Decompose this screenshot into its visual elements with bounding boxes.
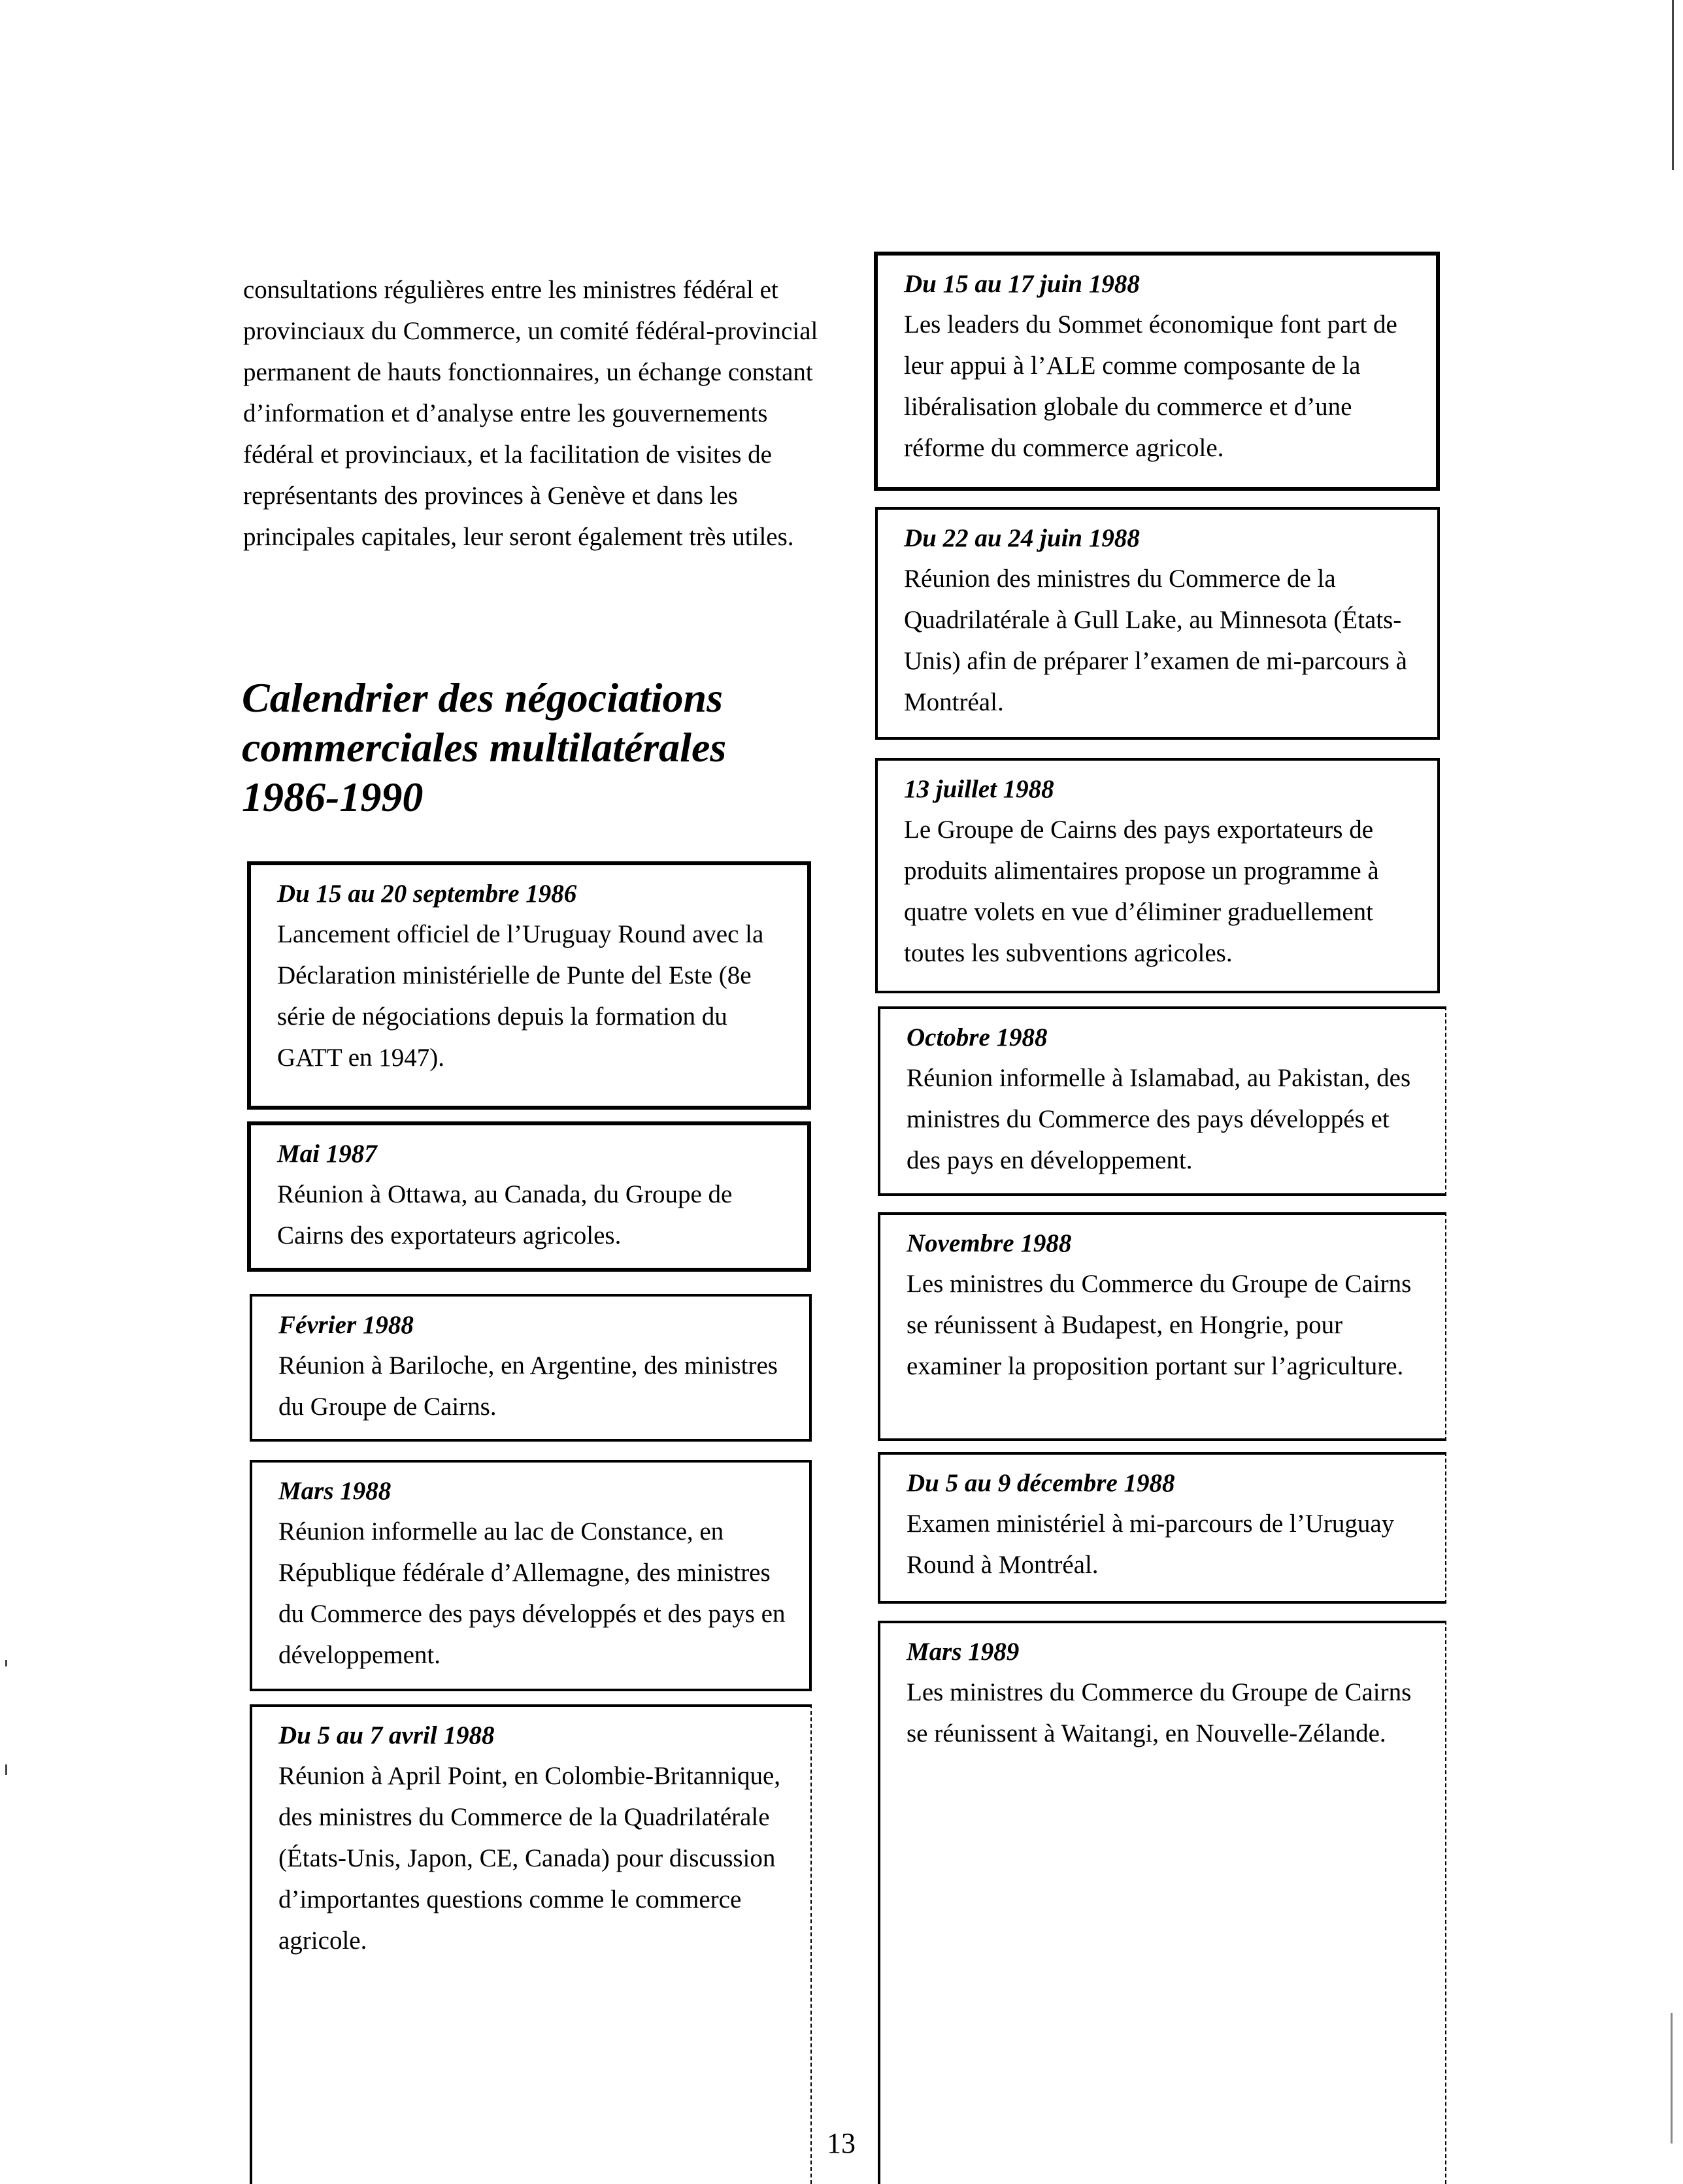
event-text: Réunion à Ottawa, au Canada, du Groupe de Cairns des exportateurs agricoles.	[277, 1180, 733, 1249]
event-box	[250, 1294, 812, 1442]
scan-edge-mark	[5, 1764, 7, 1775]
event-date: Du 22 au 24 juin 1988	[904, 524, 1140, 552]
event-text: Réunion informelle au lac de Constance, en République fédérale d’Allemagne, des ministres du Commerce des pays développés et des pays en développement.	[278, 1517, 786, 1669]
event-box	[250, 1460, 812, 1691]
section-title-line-2: commerciales multilatérales	[242, 724, 727, 770]
event-date: Du 15 au 17 juin 1988	[904, 270, 1140, 298]
event-text: Lancement officiel de l’Uruguay Round avec la Déclaration ministérielle de Punte del Este (8e série de négociations depuis la formation du GATT en 1947).	[277, 920, 764, 1072]
event-date: Du 15 au 20 septembre 1986	[277, 880, 577, 908]
event-box	[247, 861, 811, 1110]
event-text: Les ministres du Commerce du Groupe de Cairns se réunissent à Waitangi, en Nouvelle-Zélande.	[907, 1678, 1412, 1747]
section-title	[242, 673, 804, 822]
event-date: Mars 1988	[278, 1477, 392, 1505]
event-date: Février 1988	[278, 1311, 414, 1339]
event-box	[874, 252, 1440, 491]
event-date: 13 juillet 1988	[904, 775, 1054, 803]
event-date: Mars 1989	[907, 1638, 1020, 1666]
event-box	[878, 1006, 1446, 1196]
event-box	[875, 758, 1440, 993]
event-box	[878, 1212, 1446, 1441]
event-date: Mai 1987	[277, 1140, 377, 1168]
section-title-line-1: Calendrier des négociations	[242, 674, 724, 721]
event-box	[878, 1621, 1446, 2184]
event-text: Examen ministériel à mi-parcours de l’Uruguay Round à Montréal.	[907, 1510, 1395, 1579]
event-text: Le Groupe de Cairns des pays exportateurs de produits alimentaires propose un programme à quatre volets en vue d’éliminer graduellement toutes les subventions agricoles.	[904, 816, 1379, 967]
scan-edge-mark	[1672, 0, 1674, 170]
event-text: Les leaders du Sommet économique font part de leur appui à l’ALE comme composante de la libéralisation globale du commerce et d’une réforme du commerce agricole.	[904, 310, 1397, 462]
event-text: Réunion à Bariloche, en Argentine, des ministres du Groupe de Cairns.	[278, 1351, 778, 1421]
intro-paragraph: consultations régulières entre les ministres fédéral et provinciaux du Commerce, un comité fédéral-provincial permanent de hauts fonctionnaires, un échange constant d’information et d’analyse entre les gouvernements fédéral et provinciaux, et la facilitation de visites de représentants des provinces à Genève et dans les principales capitales, leur seront également très utiles.	[243, 276, 818, 551]
event-date: Du 5 au 9 décembre 1988	[907, 1469, 1175, 1497]
event-text: Réunion des ministres du Commerce de la Quadrilatérale à Gull Lake, au Minnesota (États-Unis) afin de préparer l’examen de mi-parcours à Montréal.	[904, 565, 1407, 716]
event-date: Octobre 1988	[907, 1023, 1048, 1051]
event-text: Les ministres du Commerce du Groupe de Cairns se réunissent à Budapest, en Hongrie, pour examiner la proposition portant sur l’agriculture.	[907, 1270, 1412, 1380]
event-box	[247, 1121, 811, 1272]
event-date: Du 5 au 7 avril 1988	[278, 1721, 495, 1749]
event-box	[878, 1452, 1446, 1604]
event-text: Réunion à April Point, en Colombie-Britannique, des ministres du Commerce de la Quadrilatérale (États-Unis, Japon, CE, Canada) pour discussion d’importantes questions comme le commerce agricole.	[278, 1762, 781, 1955]
event-date: Novembre 1988	[907, 1229, 1072, 1257]
scan-edge-mark	[5, 1660, 7, 1666]
event-text: Réunion informelle à Islamabad, au Pakistan, des ministres du Commerce des pays développés et des pays en développement.	[907, 1064, 1411, 1174]
scan-edge-mark	[1671, 2013, 1673, 2143]
event-box	[875, 507, 1440, 740]
event-box	[250, 1704, 812, 2184]
page-number: 13	[827, 2127, 856, 2159]
section-title-line-3: 1986-1990	[242, 774, 424, 820]
